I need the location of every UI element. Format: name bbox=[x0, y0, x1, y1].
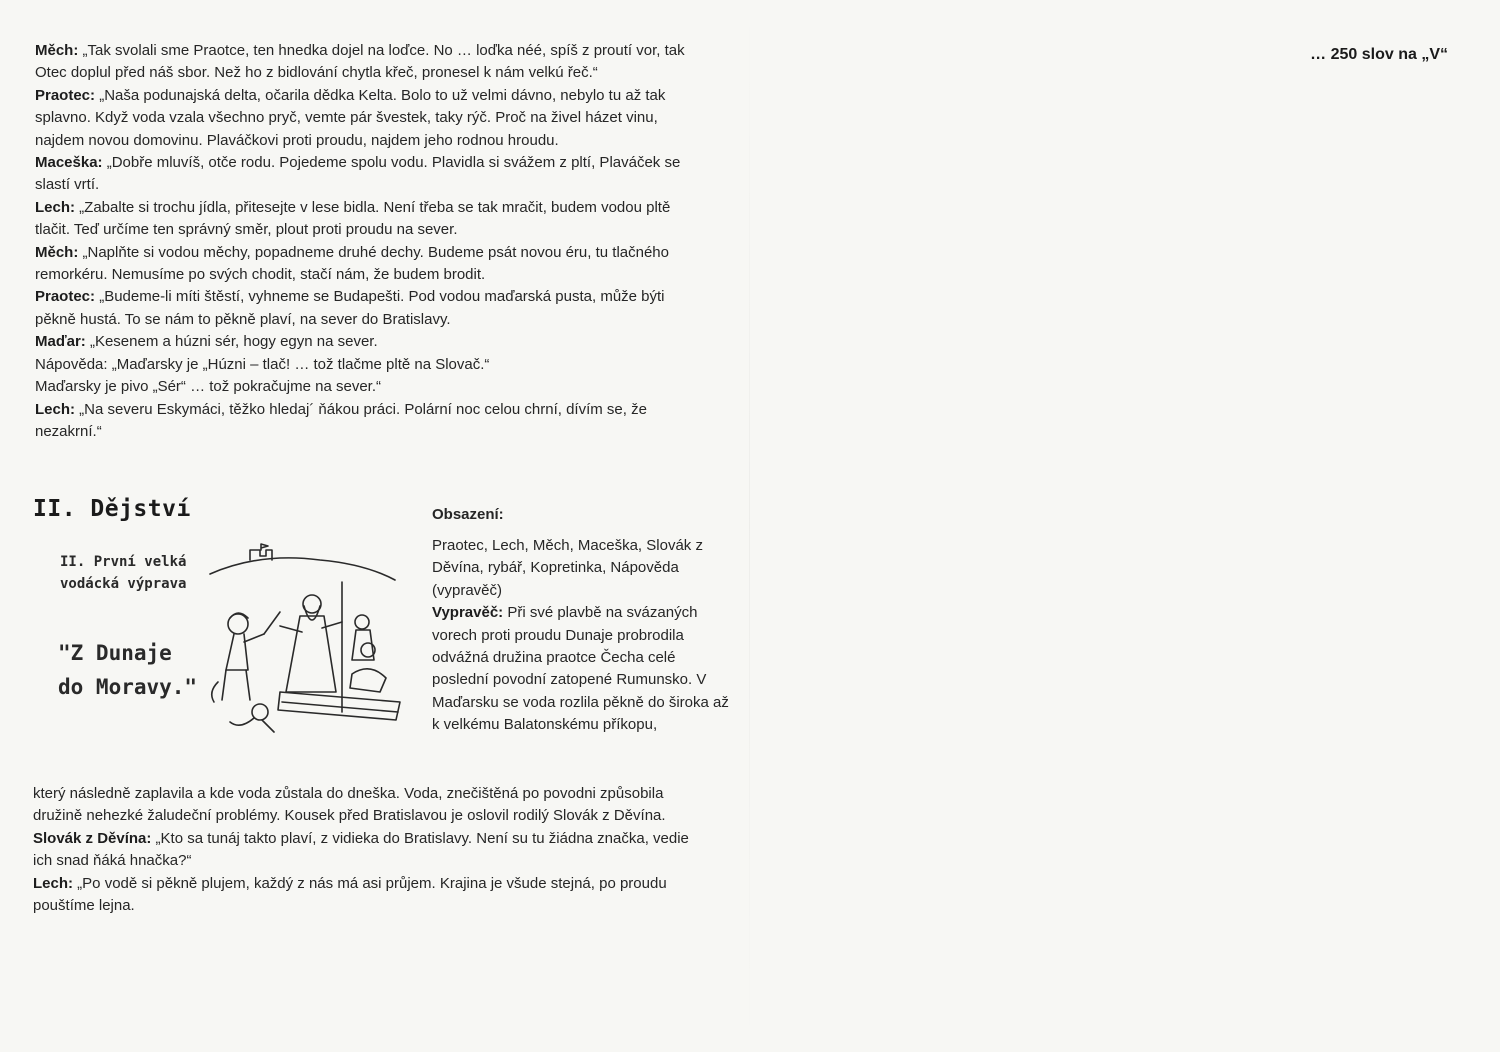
dialogue-text: „Kto sa tunáj takto plaví, z vidieka do Bratislavy. Není su tu žiádna značka, vedie ich snad ňáká hnačka?“ bbox=[33, 829, 689, 870]
dialogue-text: „Na severu Eskymáci, těžko hledaj´ ňákou práci. Polární noc celou chrní, dívím se, že nezakrní.“ bbox=[35, 400, 647, 440]
right-page bbox=[750, 0, 1500, 1052]
cast-list: Praotec, Lech, Měch, Maceška, Slovák z Děvína, rybář, Kopretinka, Nápověda (vypravěč) bbox=[432, 537, 703, 599]
dialogue-text: Maďarsky je pivo „Sér“ … tož pokračujme na sever.“ bbox=[35, 378, 382, 396]
dialogue-text: Nápověda: „Maďarsky je „Húzni – tlač! … tož tlačme pltě na Slovač.“ bbox=[35, 355, 490, 373]
dialogue-text: „Zabalte si trochu jídla, přitesejte v lese bidla. Není třeba se tak mračit, budem vodou pltě tlačit. Teď určíme ten správný směr, plout proti proudu na sever. bbox=[35, 198, 671, 239]
speaker-name: Praotec: bbox=[35, 86, 96, 104]
narrator-label: Vypravěč: bbox=[432, 604, 504, 622]
cast-heading: Obsazení: bbox=[432, 506, 504, 523]
narrator-text: Při své plavbě na svázaných vorech proti proudu Dunaje probrodila odvážná družina praotce Čecha celé poslední povodní zatopené Rumunsko. V Maďarsku se voda rozlila pěkně do široka až k velkému Balatonskému příkopu, bbox=[432, 604, 729, 734]
speaker-name: Měch: bbox=[35, 243, 79, 261]
speaker-name: Maceška: bbox=[35, 154, 103, 172]
scene-subtitle bbox=[60, 551, 205, 595]
dialogue-text: „Naša podunajská delta, očarila dědka Kelta. Bolo to už velmi dávno, nebylo tu až tak splavno. Když voda vzala všechno pryč, vemte pár švestek, taky rýč. Proč na živel házet vinu, najdem novou domovinu. Plaváčkovi proti proudu, najdem jeho rodnou hroudu. bbox=[35, 86, 666, 149]
dialogue-line bbox=[33, 873, 693, 918]
speaker-name: Lech: bbox=[35, 198, 76, 216]
dialogue-text: „Tak svolali sme Praotce, ten hnedka dojel na loďce. No … loďka néé, spíš z proutí vor, tak Otec doplul před náš sbor. Než ho z bidlování chytla křeč, pronesel k nám velkú řeč.“ bbox=[35, 42, 685, 82]
act-heading: II. Dějství bbox=[33, 496, 191, 522]
dialogue-line bbox=[35, 197, 695, 242]
speaker-name: Maďar: bbox=[35, 333, 86, 351]
dialogue-line bbox=[35, 85, 695, 152]
dialogue-text: „Dobře mluvíš, otče rodu. Pojedeme spolu vodu. Plavidla si svážem z pltí, Plaváček se slastí vrtí. bbox=[35, 154, 681, 194]
speaker-name: Praotec: bbox=[35, 288, 96, 306]
dialogue-line bbox=[35, 399, 695, 444]
dialogue-bottom bbox=[33, 783, 693, 917]
dialogue-text: který následně zaplavila a kde voda zůstala do dneška. Voda, znečištěná po povodni způsobila družině nehezké žaludeční problémy. Kousek před Bratislavou je oslovil rodilý Slovák z Děvína. bbox=[33, 785, 666, 825]
cast-block bbox=[432, 535, 732, 737]
dialogue-line bbox=[35, 40, 695, 85]
subtitle-line: vodácká výprava bbox=[60, 576, 187, 592]
raft-crew-illustration-icon bbox=[200, 542, 420, 747]
dialogue-line bbox=[35, 354, 695, 376]
speaker-name: Slovák z Děvína: bbox=[33, 829, 152, 847]
dialogue-text: „Po vodě si pěkně plujem, každý z nás má asi průjem. Krajina je všude stejná, po proudu pouštíme lejna. bbox=[33, 874, 667, 915]
play-title-line: "Z Dunaje bbox=[58, 641, 172, 665]
dialogue-line bbox=[35, 242, 695, 287]
speaker-name: Lech: bbox=[33, 874, 74, 892]
speaker-name: Měch: bbox=[35, 42, 79, 59]
word-count-note: … 250 slov na „V“ bbox=[1310, 46, 1448, 63]
dialogue-line bbox=[35, 286, 695, 331]
subtitle-line: II. První velká bbox=[60, 554, 187, 570]
dialogue-line bbox=[33, 828, 693, 873]
play-title-line: do Moravy." bbox=[58, 675, 198, 699]
dialogue-top bbox=[35, 40, 695, 443]
dialogue-line bbox=[33, 783, 693, 828]
dialogue-line bbox=[35, 376, 695, 398]
dialogue-line bbox=[35, 152, 695, 197]
dialogue-text: „Naplňte si vodou měchy, popadneme druhé dechy. Budeme psát novou éru, tu tlačného remorkéru. Nemusíme po svých chodit, stačí nám, že budem brodit. bbox=[35, 243, 669, 284]
dialogue-text: „Budeme-li míti štěstí, vyhneme se Budapešti. Pod vodou maďarská pusta, může býti pěkně hustá. To se nám to pěkně plaví, na sever do Bratislavy. bbox=[35, 288, 665, 328]
dialogue-text: „Kesenem a húzni sér, hogy egyn na sever. bbox=[85, 333, 378, 351]
dialogue-line bbox=[35, 331, 695, 353]
speaker-name: Lech: bbox=[35, 400, 76, 418]
